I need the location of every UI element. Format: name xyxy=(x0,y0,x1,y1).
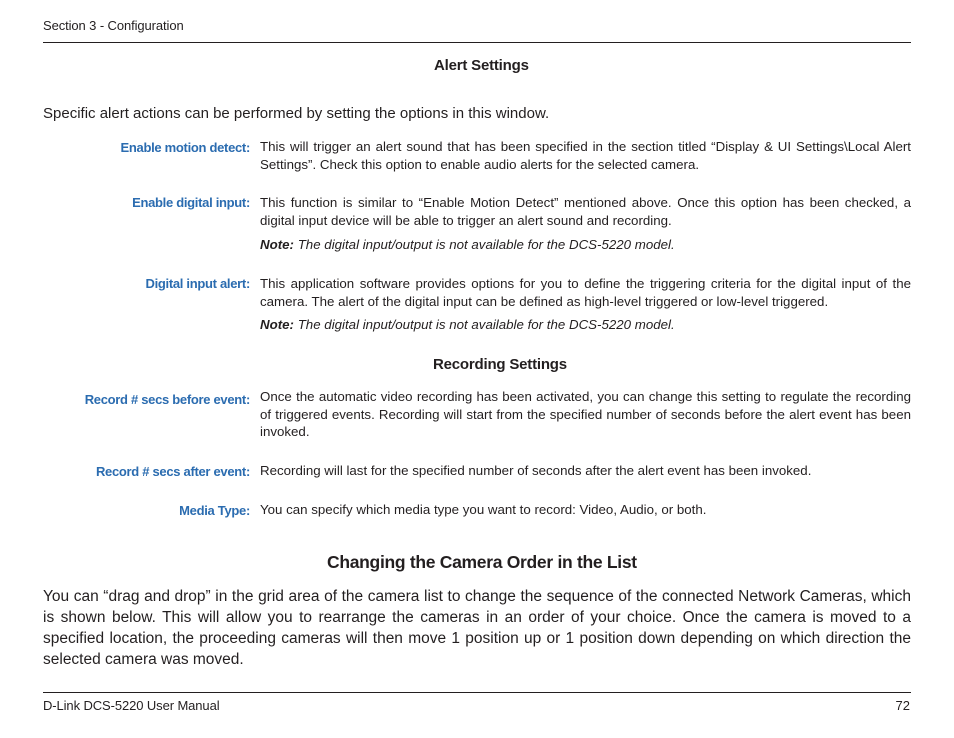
term-digital-input-alert: Digital input alert: xyxy=(145,276,250,291)
camera-order-paragraph: You can “drag and drop” in the grid area of the camera list to change the sequence of the connected Network Cameras, which is shown below. This will allow you to rearrange the cameras in an order of your choice. Once the camera is moved to a specified location, the proceeding cameras will then move 1 position up or 1 position down depending on which direction the selected camera was moved. xyxy=(43,588,911,668)
desc-record-secs-after: Recording will last for the specified number of seconds after the alert event has been invoked. xyxy=(260,463,812,478)
note-label: Note: xyxy=(260,317,294,332)
section-header: Section 3 - Configuration xyxy=(43,18,184,33)
note-label: Note: xyxy=(260,237,294,252)
term-enable-motion-detect: Enable motion detect: xyxy=(120,140,250,155)
note-digital-input-alert xyxy=(260,317,675,332)
footer-manual-title: D-Link DCS-5220 User Manual xyxy=(43,698,220,713)
desc-enable-motion-detect: This will trigger an alert sound that has been specified in the section titled “Display & UI Settings\Local Alert Settings”. Check this option to enable audio alerts for the selected camera. xyxy=(260,139,911,172)
note-enable-digital-input xyxy=(260,237,675,252)
desc-media-type: You can specify which media type you want to record: Video, Audio, or both. xyxy=(260,502,707,517)
alert-settings-intro: Specific alert actions can be performed by setting the options in this window. xyxy=(43,105,550,122)
desc-enable-digital-input: This function is similar to “Enable Motion Detect” mentioned above. Once this option has been checked, a digital input device will be able to trigger an alert sound and recording. xyxy=(260,195,911,228)
page-number: 72 xyxy=(895,698,910,713)
header-rule xyxy=(43,42,911,43)
recording-settings-heading: Recording Settings xyxy=(433,356,567,373)
alert-settings-heading: Alert Settings xyxy=(434,57,529,74)
note-text: The digital input/output is not available for the DCS-5220 model. xyxy=(297,237,675,252)
term-enable-digital-input: Enable digital input: xyxy=(132,195,250,210)
desc-digital-input-alert: This application software provides options for you to define the triggering criteria for the digital input of the camera. The alert of the digital input can be defined as high-level triggered or low-level triggered. xyxy=(260,276,911,309)
desc-record-secs-before: Once the automatic video recording has been activated, you can change this setting to regulate the recording of triggered events. Recording will start from the specified number of seconds before the alert event has been invoked. xyxy=(260,389,911,439)
term-media-type: Media Type: xyxy=(179,503,250,518)
note-text: The digital input/output is not available for the DCS-5220 model. xyxy=(297,317,675,332)
term-record-secs-after: Record # secs after event: xyxy=(95,464,250,479)
term-record-secs-before: Record # secs before event: xyxy=(84,392,250,407)
camera-order-heading: Changing the Camera Order in the List xyxy=(327,552,637,572)
footer-rule xyxy=(43,692,911,693)
